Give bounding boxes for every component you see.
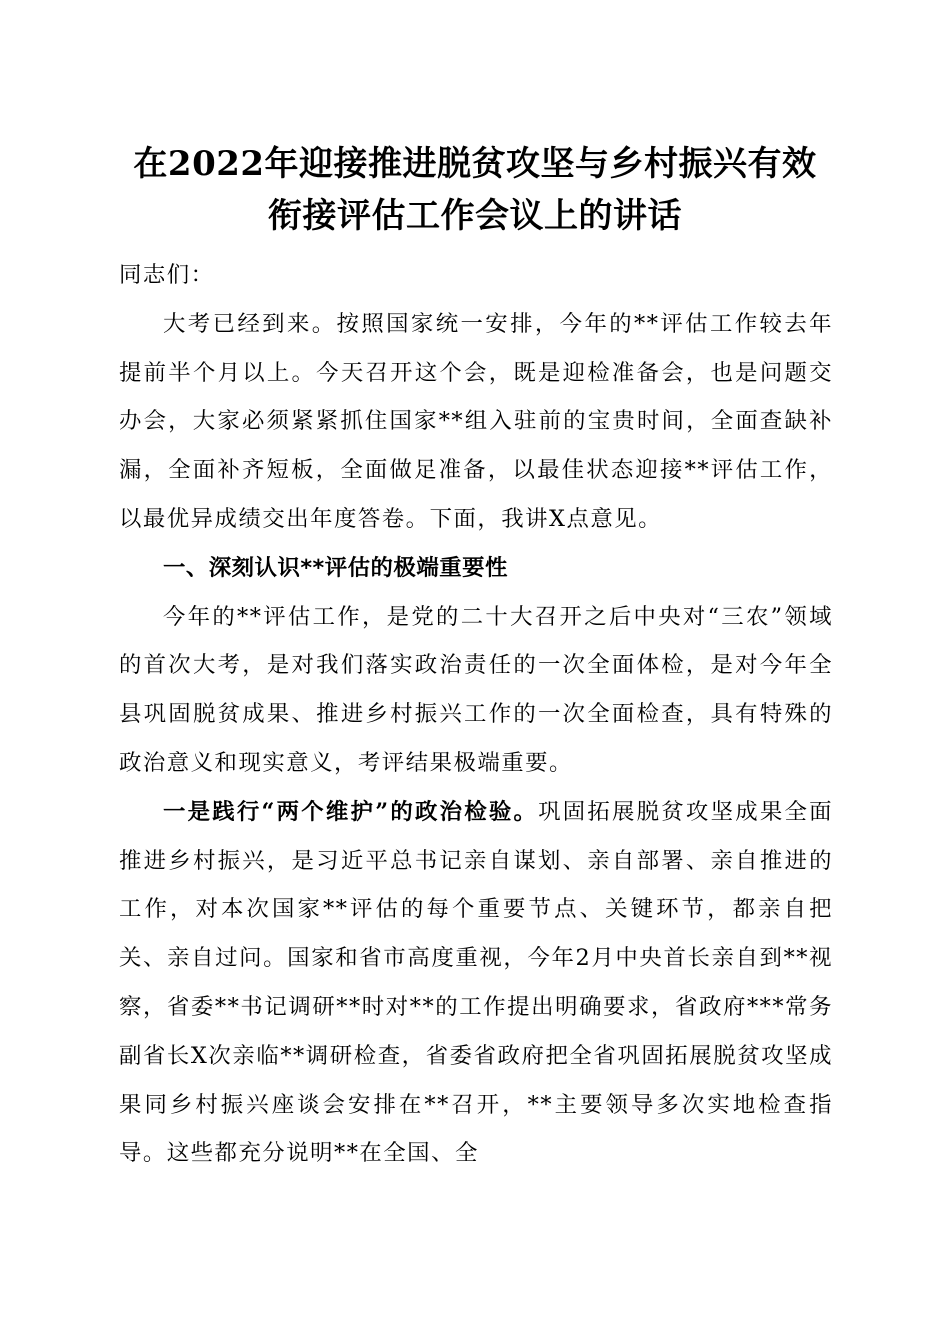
title-line-2: 衔接评估工作会议上的讲话 bbox=[268, 196, 682, 236]
salutation: 同志们： bbox=[119, 262, 215, 288]
section-heading-1: 一、深刻认识**评估的极端重要性 bbox=[163, 554, 508, 581]
section-1-paragraph: 今年的**评估工作，是党的二十大召开之后中央对“三农”领域的首次大考，是对我们落实政治责任的一次全面体检，是对今年全县巩固脱贫成果、推进乡村振兴工作的一次全面检查，具有特殊的政治意义和现实意义，考评结果极端重要。 bbox=[119, 603, 833, 776]
point-1-lead: 一是践行“两个维护”的政治检验。 bbox=[163, 798, 539, 825]
document-title bbox=[80, 138, 870, 242]
point-1-paragraph bbox=[119, 788, 833, 1178]
title-line-1: 在2022年迎接推进脱贫攻坚与乡村振兴有效 bbox=[133, 144, 817, 184]
intro-paragraph: 大考已经到来。按照国家统一安排，今年的**评估工作较去年提前半个月以上。今天召开这个会，既是迎检准备会，也是问题交办会，大家必须紧紧抓住国家**组入驻前的宝贵时间，全面查缺补漏，全面补齐短板，全面做足准备，以最佳状态迎接**评估工作，以最优异成绩交出年度答卷。下面，我讲X点意见。 bbox=[119, 310, 833, 532]
document-body bbox=[119, 251, 833, 1178]
point-1-body: 巩固拓展脱贫攻坚成果全面推进乡村振兴，是习近平总书记亲自谋划、亲自部署、亲自推进的工作，对本次国家**评估的每个重要节点、关键环节，都亲自把关、亲自过问。国家和省市高度重视，今年2月中央首长亲自到**视察，省委**书记调研**时对**的工作提出明确要求，省政府***常务副省长X次亲临**调研检查，省委省政府把全省巩固拓展脱贫攻坚成果同乡村振兴座谈会安排在**召开，**主要领导多次实地检查指导。这些都充分说明**在全国、全 bbox=[119, 798, 833, 1167]
